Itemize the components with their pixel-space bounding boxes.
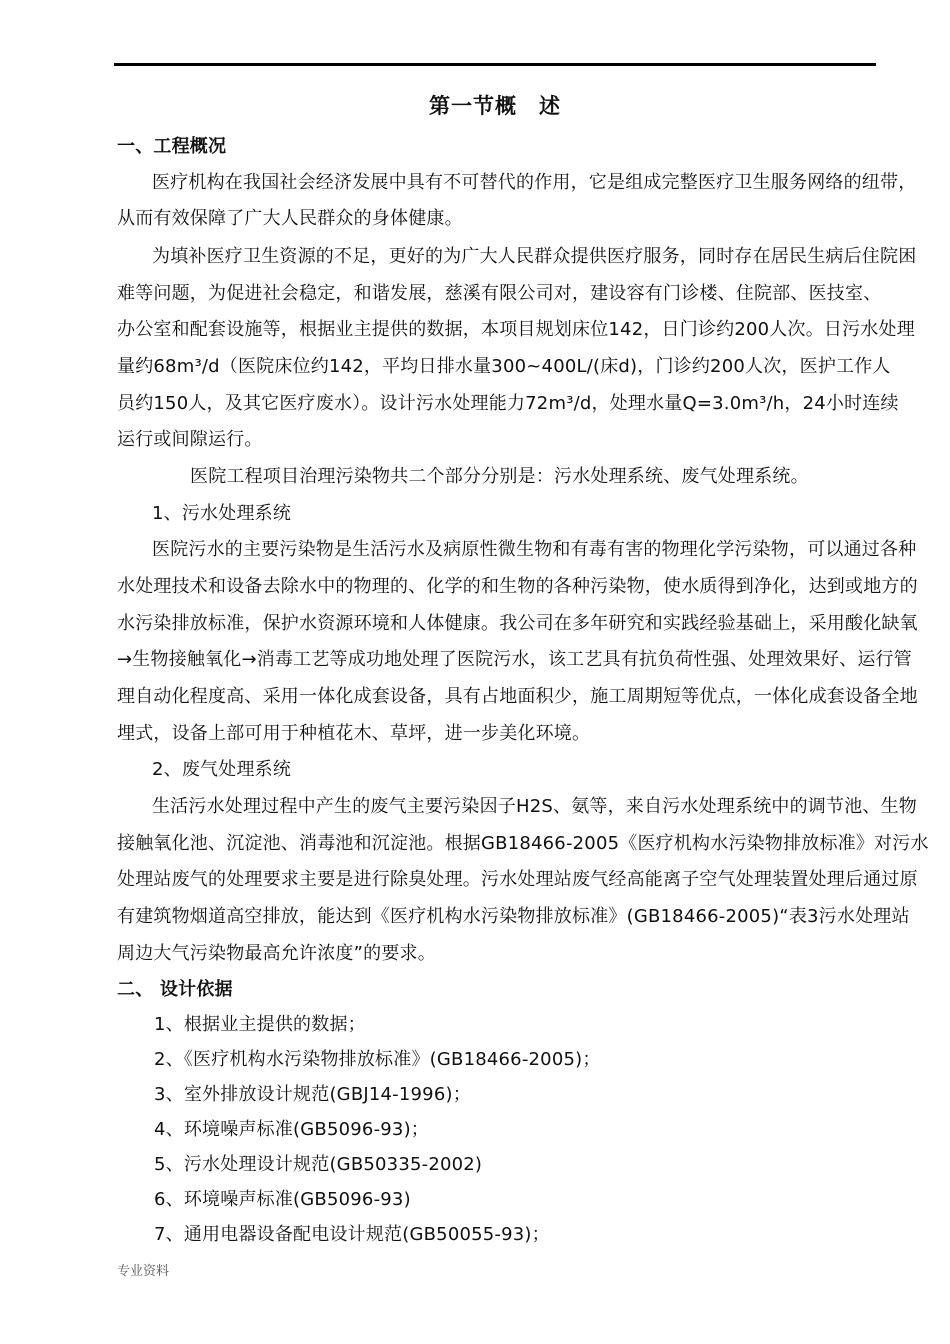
paragraph-line: 有建筑物烟道高空排放，能达到《医疗机构水污染物排放标准》(GB18466-2005)“表3污水处理站	[117, 906, 910, 927]
paragraph-line: 运行或间隙运行。	[117, 429, 263, 450]
paragraph-line: 办公室和配套设施等，根据业主提供的数据，本项目规划床位142，日门诊约200人次。日污水处理	[117, 319, 915, 340]
paragraph-line: 为填补医疗卫生资源的不足，更好的为广大人民群众提供医疗服务，同时存在居民生病后住院困	[152, 246, 917, 267]
list-item: 7、通用电器设备配电设计规范(GB50055-93)；	[154, 1224, 550, 1245]
paragraph-line: 水污染排放标准，保护水资源环境和人体健康。我公司在多年研究和实践经验基础上，采用酸化缺氧	[117, 613, 918, 634]
paragraph-line: 生活污水处理过程中产生的废气主要污染因子H2S、氨等，来自污水处理系统中的调节池、生物	[152, 796, 918, 817]
paragraph-line: 水处理技术和设备去除水中的物理的、化学的和生物的各种污染物，使水质得到净化，达到或地方的	[117, 576, 918, 597]
paragraph-line: 量约68m³/d（医院床位约142，平均日排水量300~400L/(床d)，门诊约200人次，医护工作人	[117, 356, 891, 377]
subheading-wastewater: 1、污水处理系统	[152, 503, 292, 524]
page-title: 第一节概 述	[429, 94, 561, 118]
paragraph-line: 处理站废气的处理要求主要是进行除臭处理。污水处理站废气经高能离子空气处理装置处理后通过原	[117, 869, 918, 890]
paragraph-line: 医院污水的主要污染物是生活污水及病原性微生物和有毒有害的物理化学污染物，可以通过各种	[152, 539, 917, 560]
list-item: 5、污水处理设计规范(GB50335-2002)	[154, 1154, 483, 1175]
list-item: 6、环境噪声标准(GB5096-93)	[154, 1189, 411, 1210]
paragraph-line: →生物接触氧化→消毒工艺等成功地处理了医院污水，该工艺具有抗负荷性强、处理效果好、运行管	[117, 649, 912, 670]
top-rule	[114, 63, 876, 66]
paragraph-line: 员约150人，及其它医疗废水）。设计污水处理能力72m³/d，处理水量Q=3.0m³/h，24小时连续	[117, 393, 899, 414]
list-item: 1、根据业主提供的数据；	[154, 1014, 366, 1035]
paragraph-line: 埋式，设备上部可用于种植花木、草坪，进一步美化环境。	[117, 723, 591, 744]
paragraph-line: 从而有效保障了广大人民群众的身体健康。	[117, 208, 463, 229]
paragraph-line: 难等问题，为促进社会稳定，和谐发展，慈溪有限公司对，建设容有门诊楼、住院部、医技室、	[117, 283, 882, 304]
paragraph-line: 医院工程项目治理污染物共二个部分分别是：污水处理系统、废气处理系统。	[190, 466, 809, 487]
section-heading-overview: 一、工程概况	[117, 136, 227, 157]
list-item: 3、室外排放设计规范(GBJ14-1996)；	[154, 1084, 471, 1105]
section-heading-design-basis: 二、 设计依据	[117, 979, 233, 1000]
paragraph-line: 周边大气污染物最高允许浓度”的要求。	[117, 943, 436, 964]
subheading-exhaust-gas: 2、废气处理系统	[152, 759, 292, 780]
paragraph-line: 接触氧化池、沉淀池、消毒池和沉淀池。根据GB18466-2005《医疗机构水污染物排放标准》对污水	[117, 833, 929, 854]
page-footer: 专业资料	[117, 1264, 170, 1279]
list-item: 2、《医疗机构水污染物排放标准》(GB18466-2005)；	[154, 1049, 601, 1070]
paragraph-line: 医疗机构在我国社会经济发展中具有不可替代的作用，它是组成完整医疗卫生服务网络的纽带，	[152, 172, 917, 193]
list-item: 4、环境噪声标准(GB5096-93)；	[154, 1119, 430, 1140]
paragraph-line: 理自动化程度高、采用一体化成套设备，具有占地面积少，施工周期短等优点，一体化成套设备全地	[117, 686, 918, 707]
